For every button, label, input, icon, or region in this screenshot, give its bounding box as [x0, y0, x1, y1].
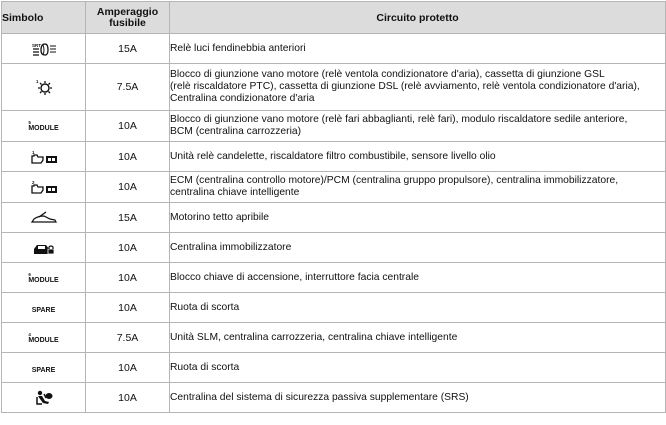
- amperage-cell: 10A: [86, 263, 170, 293]
- circuit-cell: Unità relè candelette, riscaldatore filtro combustibile, sensore livello olio: [170, 142, 666, 172]
- engine-control-icon: [29, 149, 59, 165]
- table-row: [2, 293, 666, 323]
- circuit-cell: Blocco chiave di accensione, interruttore facia centrale: [170, 263, 666, 293]
- symbol-cell: [2, 233, 86, 263]
- symbol-cell: [2, 203, 86, 233]
- table-row: [2, 172, 666, 203]
- table-row: [2, 323, 666, 353]
- circuit-cell: Blocco di giunzione vano motore (relè fari abbaglianti, relè fari), modulo riscaldatore sedile anteriore, BCM (centralina carrozzeria): [170, 111, 666, 142]
- symbol-sup: 4: [28, 331, 31, 337]
- amperage-cell: 10A: [86, 353, 170, 383]
- header-symbol: Simbolo: [2, 2, 86, 34]
- symbol-cell: [2, 353, 86, 383]
- circuit-cell: ECM (centralina controllo motore)/PCM (centralina gruppo propulsore), centralina immobilizzatore, centralina chiave intelligente: [170, 172, 666, 203]
- symbol-cell: [2, 323, 86, 353]
- air-conditioner-fan-icon: [35, 79, 53, 95]
- circuit-cell: Blocco di giunzione vano motore (relè ventola condizionatore d'aria), cassetta di giunzione GSL (relè riscaldatore PTC), cassetta di giunzione DSL (relè avviamento, relè ventola condizionatore d'aria), Centralina condizionatore d'aria: [170, 64, 666, 111]
- header-circuit: Circuito protetto: [170, 2, 666, 34]
- module-icon: [28, 332, 58, 344]
- amperage-cell: 10A: [86, 172, 170, 203]
- symbol-cell: [2, 34, 86, 64]
- symbol-sup: 1: [35, 79, 39, 84]
- amperage-cell: 15A: [86, 203, 170, 233]
- amperage-cell: 10A: [86, 233, 170, 263]
- table-row: [2, 64, 666, 111]
- table-row: [2, 353, 666, 383]
- header-amperage-line1: Amperaggio: [96, 5, 159, 18]
- circuit-cell: Unità SLM, centralina carrozzeria, centralina chiave intelligente: [170, 323, 666, 353]
- fuse-table: [1, 1, 666, 413]
- symbol-cell: [2, 383, 86, 413]
- amperage-cell: 10A: [86, 293, 170, 323]
- table-row: [2, 383, 666, 413]
- amperage-cell: 10A: [86, 111, 170, 142]
- sunroof-icon: [30, 211, 58, 225]
- amperage-cell: 7.5A: [86, 323, 170, 353]
- symbol-cell: [2, 111, 86, 142]
- table-row: [2, 203, 666, 233]
- symbol-cell: [2, 172, 86, 203]
- circuit-cell: Ruota di scorta: [170, 353, 666, 383]
- header-amperage: [86, 2, 170, 34]
- symbol-sup: 1: [31, 149, 35, 155]
- circuit-cell: Centralina del sistema di sicurezza passiva supplementare (SRS): [170, 383, 666, 413]
- table-row: [2, 142, 666, 172]
- circuit-cell: Ruota di scorta: [170, 293, 666, 323]
- symbol-label: MODULE: [28, 276, 59, 284]
- table-row: [2, 233, 666, 263]
- amperage-cell: 10A: [86, 383, 170, 413]
- header-row: [2, 2, 666, 34]
- circuit-cell: Relè luci fendinebbia anteriori: [170, 34, 666, 64]
- symbol-cell: [2, 142, 86, 172]
- immobilizer-icon: [33, 241, 55, 255]
- symbol-cell: [2, 263, 86, 293]
- amperage-cell: 15A: [86, 34, 170, 64]
- spare-icon: SPARE: [31, 366, 56, 374]
- symbol-sup: 2: [31, 180, 35, 185]
- symbol-cell: [2, 64, 86, 111]
- front-fog-lamp-icon: [31, 42, 57, 56]
- module-icon: [28, 120, 58, 132]
- header-amperage-line2: fusibile: [109, 16, 146, 29]
- circuit-cell: Motorino tetto apribile: [170, 203, 666, 233]
- table-row: [2, 34, 666, 64]
- table-row: [2, 263, 666, 293]
- symbol-sup: SRT: [31, 42, 41, 48]
- spare-icon: SPARE: [31, 306, 56, 314]
- symbol-label: MODULE: [28, 336, 59, 344]
- circuit-cell: Centralina immobilizzatore: [170, 233, 666, 263]
- airbag-icon: [34, 390, 54, 406]
- module-icon: [28, 272, 58, 284]
- symbol-label: MODULE: [28, 125, 59, 132]
- engine-control-icon: [29, 179, 59, 195]
- symbol-sup: 6: [28, 271, 31, 277]
- symbol-cell: [2, 293, 86, 323]
- amperage-cell: 7.5A: [86, 64, 170, 111]
- symbol-sup: 5: [28, 120, 31, 125]
- table-row: [2, 111, 666, 142]
- amperage-cell: 10A: [86, 142, 170, 172]
